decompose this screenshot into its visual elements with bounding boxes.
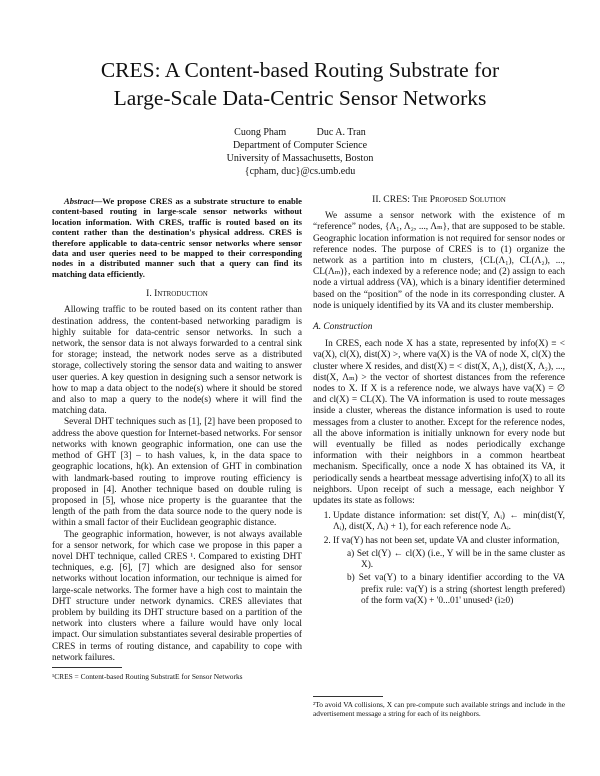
footnote-1: ¹CRES = Content-based Routing SubstratE for Sensor Networks bbox=[52, 672, 243, 681]
author-name: Cuong Pham bbox=[234, 127, 287, 138]
author-name: Duc A. Tran bbox=[316, 127, 366, 138]
title-line-2: Large-Scale Data-Centric Sensor Networks bbox=[113, 86, 487, 110]
university: University of Massachusetts, Boston bbox=[226, 153, 374, 164]
title-line-1: CRES: A Content-based Routing Substrate for bbox=[100, 58, 500, 82]
abstract bbox=[52, 196, 302, 279]
abstract-text: —We propose CRES as a substrate structure to enable content-based routing in large-scale sensor networks without location information. With CRES, traffic is routed based on its content rather than the destination's physical address. CRES is therefore applicable to data-centric sensor networks where sensor data and user queries need to be mapped to their corresponding nodes in a distributed manner such that a query can find its matching data efficiently. bbox=[52, 196, 302, 279]
left-column bbox=[52, 196, 302, 664]
paragraph: Several DHT techniques such as [1], [2] have been proposed to address the above question for Internet-based networks. For sensor networks with known geographic information, one can use the method of GHT [3] – to hash values, k, in the data space to geographic locations, h(k). An extension of GHT in combination with landmark-based routing to improve routing efficiency is proposed in [4]. Another technique based on double ruling is proposed in [5], whose nice property is the guarantee that the length of the path from the data source node to the query node is within a small factor of their Euclidean geographic distance. bbox=[52, 417, 302, 529]
paragraph: The geographic information, however, is not always available for a sensor network, for which case we propose in this paper a novel DHT technique, called CRES ¹. Compared to existing DHT techniques, e.g. [6], [7] which are designed also for sensor networks without location information, our technique is aimed for large-scale networks. The former have a high cost to maintain the DHT structure under network dynamics. CRES alleviates that problem by building its DHT structure based on a partition of the network into clusters where a failure would have only local impact. Our simulation substantiates several desirable properties of CRES in terms of routing distance, and capability to cope with network failures. bbox=[52, 529, 302, 663]
footnote-rule bbox=[52, 667, 122, 668]
footnote-rule bbox=[313, 696, 383, 697]
author-names bbox=[0, 126, 600, 139]
update-steps-list bbox=[313, 511, 565, 607]
abstract-lead: Abstract bbox=[64, 196, 94, 206]
right-column bbox=[313, 196, 565, 609]
paragraph: In CRES, each node X has a state, represented by info(X) ≡ < va(X), cl(X), dist(X) >, where va(X) is the VA of node X, cl(X) the cluster where X resides, and dist(X) ≡ < dist(X, Λ₁), dist(X, Λ₂), ..., dist(X, Λₘ) > the vector of shortest distances from the reference nodes to X. If X is a reference node, we always have va(X) = ∅ and cl(X) = CL(X). The VA information is used to route messages inside a cluster, whereas the distance information is used to route messages from a cluster to another. Except for the reference nodes, all the above information is initially unknown for every node but will eventually be filled as nodes periodically exchange information with their neighbors in a common heartbeat mechanism. Specifically, once a node X has obtained its VA, it periodically sends a heartbeat message advertising info(X) to all its neighbors. Upon receipt of such a message, each neighbor Y updates its state as follows: bbox=[313, 339, 565, 507]
author-block bbox=[0, 126, 600, 178]
section-heading-proposed-solution: II. CRES: The Proposed Solution bbox=[372, 194, 506, 205]
list-item bbox=[333, 536, 565, 607]
list-item: b) Set va(Y) to a binary identifier according to the VA prefix rule: va(Y) is a string (shortest length prefered) of the form va(X) + '0...01' unused² (i≥0) bbox=[347, 573, 565, 606]
list-item-text: If va(Y) has not been set, update VA and cluster information, bbox=[333, 535, 560, 546]
footnote-2: ²To avoid VA collisions, X can pre-compute such available strings and include in the advertisement message a string for each of its neighbors. bbox=[313, 700, 565, 718]
paper-title bbox=[40, 56, 560, 112]
section-heading-introduction: I. Introduction bbox=[146, 288, 208, 300]
department: Department of Computer Science bbox=[232, 140, 368, 151]
list-item: a) Set cl(Y) ← cl(X) (i.e., Y will be in the same cluster as X). bbox=[347, 548, 565, 571]
paragraph: Allowing traffic to be routed based on its content rather than destination address, the content-based networking paradigm is highly suitable for data-centric sensor networks. In such a network, the sensor data is not always forwarded to a central sink for storage; instead, the network nodes serve as a distributed storage, collectively storing the sensor data and waiting to answer user queries. A key question in designing such a sensor network is how to map a data object to the node(s) where it should be stored and also to map a query to the node(s) where it will find the matching data. bbox=[52, 305, 302, 417]
email: {cpham, duc}@cs.umb.edu bbox=[244, 166, 356, 177]
sub-steps-list bbox=[333, 549, 565, 607]
paragraph: We assume a sensor network with the existence of m “reference” nodes, {Λ₁, Λ₂, ..., Λₘ}, that are supposed to be stable. Geographic location information is not required for sensor nodes or reference nodes. The purpose of CRES is to (1) organize the network as a partition into m clusters, {CL(Λ₁), CL(Λ₂), ..., CL(Λₘ)}, each indexed by a reference node; and (2) assign to each node a virtual address (VA), which is a binary identifier determined based on the “position” of the node in its corresponding cluster. A node is uniquely identified by its VA and its cluster membership. bbox=[313, 211, 565, 311]
subsection-heading-construction: A. Construction bbox=[313, 322, 373, 333]
list-item: 1. Update distance information: set dist(Y, Λᵢ) ← min(dist(Y, Λᵢ), dist(X, Λᵢ) + 1), for each reference node Λᵢ. bbox=[333, 511, 565, 533]
